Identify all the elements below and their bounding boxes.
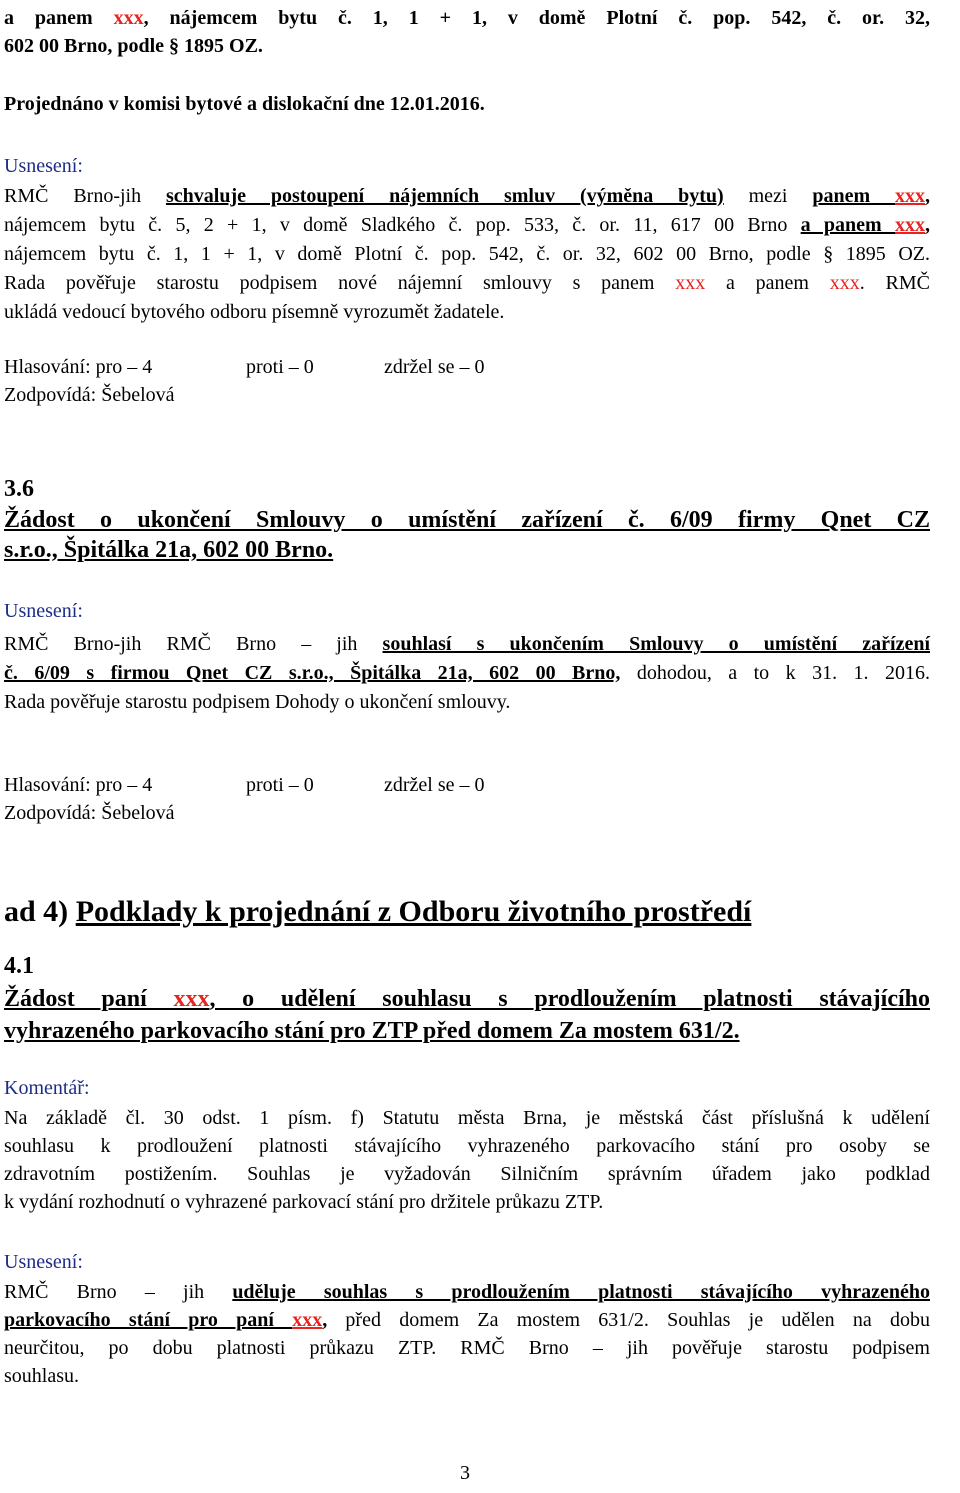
res1-line-4: Rada pověřuje starostu podpisem nové nájemní smlouvy s panem xxx a panem xxx. RMČ [4,272,930,294]
res1-line-2: nájemcem bytu č. 5, 2 + 1, v domě Sladkého č. pop. 533, č. or. 11, 617 00 Brno a panem xxx, [4,214,930,236]
section-title-line-1: Žádost o ukončení Smlouvy o umístění zařízení č. 6/09 firmy Qnet CZ [4,507,930,533]
page-number: 3 [460,1462,470,1484]
usneseni-heading: Usnesení: [4,155,83,177]
sec41-res-line-3: neurčitou, po dobu platnosti průkazu ZTP. RMČ Brno – jih pověřuje starostu podpisem [4,1337,930,1359]
res1-line-5: ukládá vedoucí bytového odboru písemně vyrozumět žadatele. [4,301,505,323]
section-number: 4.1 [4,953,34,979]
section-title-line-2: vyhrazeného parkovacího stání pro ZTP před domem Za mostem 631/2. [4,1018,740,1044]
comment-heading: Komentář: [4,1077,90,1099]
sec36-line-3: Rada pověřuje starostu podpisem Dohody o ukončení smlouvy. [4,691,511,713]
res1-line-1: RMČ Brno-jih schvaluje postoupení nájemních smluv (výměna bytu) mezi panem xxx, [4,185,930,207]
section-number: 3.6 [4,476,34,502]
res1-line-3: nájemcem bytu č. 1, 1 + 1, v domě Plotní č. pop. 542, č. or. 32, 602 00 Brno, podle § 1895 OZ. [4,243,930,265]
comment-line-1: Na základě čl. 30 odst. 1 písm. f) Statutu města Brna, je městská část příslušná k udělení [4,1107,930,1129]
sec41-res-line-4: souhlasu. [4,1365,79,1387]
comment-line-2: souhlasu k prodloužení platnosti stávajícího vyhrazeného parkovacího stání pro osoby se [4,1135,930,1157]
vote-line: Hlasování: pro – 4 proti – 0 zdržel se – 0 [4,356,485,378]
vote-line: Hlasování: pro – 4 proti – 0 zdržel se – 0 [4,774,485,796]
usneseni-heading: Usnesení: [4,600,83,622]
responsible-line: Zodpovídá: Šebelová [4,802,175,824]
comment-line-4: k vydání rozhodnutí o vyhrazené parkovací stání pro držitele průkazu ZTP. [4,1191,604,1213]
sec41-res-line-1: RMČ Brno – jih uděluje souhlas s prodloužením platnosti stávajícího vyhrazeného [4,1281,930,1303]
redacted-name: xxx [895,214,925,236]
redacted-name: xxx [173,986,210,1012]
usneseni-heading: Usnesení: [4,1251,83,1273]
section-title-line-2: s.r.o., Špitálka 21a, 602 00 Brno. [4,537,334,563]
redacted-name: xxx [292,1309,323,1331]
redacted-name: xxx [894,185,925,207]
redacted-name: xxx [113,7,144,29]
redacted-name: xxx [829,272,860,294]
responsible-line: Zodpovídá: Šebelová [4,384,175,406]
top-line-2: 602 00 Brno, podle § 1895 OZ. [4,35,263,57]
projednano-line: Projednáno v komisi bytové a dislokační dne 12.01.2016. [4,93,485,115]
sec41-res-line-2: parkovacího stání pro paní xxx, před domem Za mostem 631/2. Souhlas je udělen na dobu [4,1309,930,1331]
redacted-name: xxx [675,272,706,294]
section-title-line-1: Žádost paní xxx, o udělení souhlasu s prodloužením platnosti stávajícího [4,986,930,1012]
sec36-line-1: RMČ Brno-jih RMČ Brno – jih souhlasí s ukončením Smlouvy o umístění zařízení [4,633,930,655]
sec36-line-2: č. 6/09 s firmou Qnet CZ s.r.o., Špitálka 21a, 602 00 Brno, dohodou, a to k 31. 1. 2016. [4,662,930,684]
top-line-1: a panem xxx, nájemcem bytu č. 1, 1 + 1, v domě Plotní č. pop. 542, č. or. 32, [4,7,930,29]
chapter-heading: ad 4) Podklady k projednání z Odboru životního prostředí [4,895,752,928]
comment-line-3: zdravotním postižením. Souhlas je vyžadován Silničním správním úřadem jako podklad [4,1163,930,1185]
